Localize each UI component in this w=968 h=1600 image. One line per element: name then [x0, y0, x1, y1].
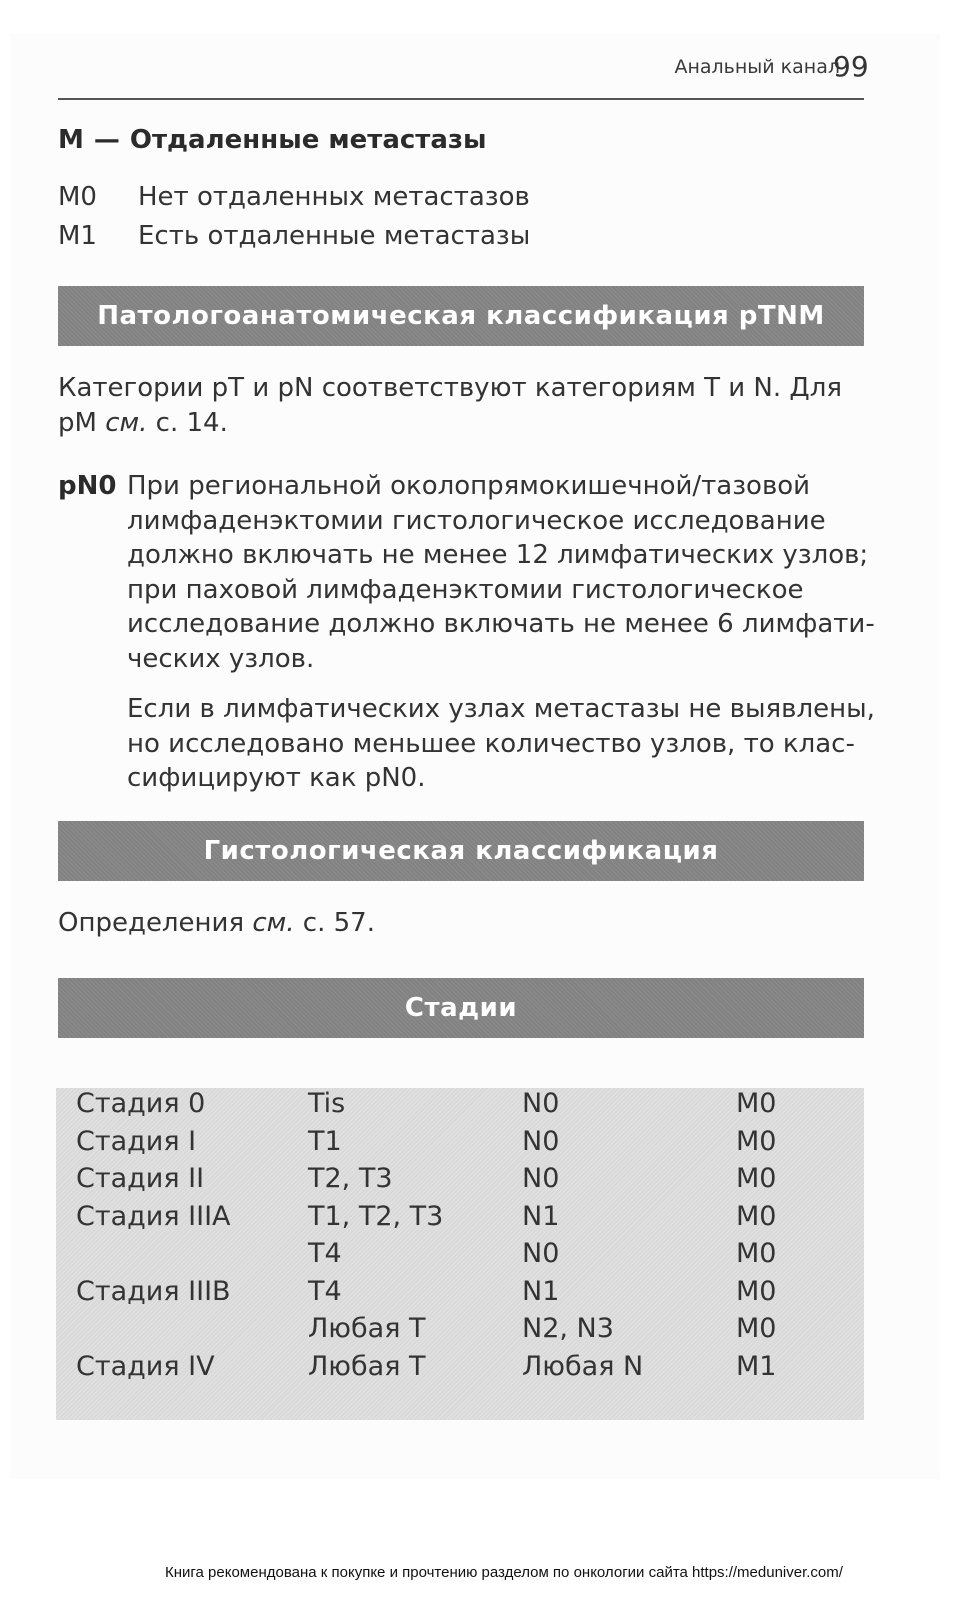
n-cell: N0 [522, 1163, 560, 1194]
stage-cell: Стадия 0 [76, 1088, 206, 1119]
n-cell: N1 [522, 1200, 560, 1232]
table-row [56, 1163, 864, 1201]
t-cell: T1, T2, T3 [308, 1200, 444, 1232]
m-cell: M0 [736, 1200, 777, 1232]
table-row [56, 1126, 864, 1164]
table-row [56, 1238, 864, 1276]
histology-text-pre: Определения [58, 908, 253, 938]
pn0-line: при паховой лимфаденэктомии гистологическое [127, 574, 804, 605]
m0-code: M0 [58, 182, 97, 212]
m-cell: M0 [736, 1275, 777, 1307]
stage-cell: Стадия IIIA [76, 1200, 231, 1232]
t-cell: Любая T [308, 1350, 426, 1382]
m0-row [58, 182, 530, 212]
stage-cell: Стадия I [76, 1125, 197, 1157]
page-number: 99 [833, 50, 869, 83]
table-row [56, 1313, 864, 1351]
ptnm-intro-italic: см. [105, 407, 148, 438]
m0-text: Нет отдаленных метастазов [138, 182, 530, 212]
stages-heading-bar [58, 978, 864, 1038]
m-dash: — [93, 125, 120, 155]
t-cell: T4 [308, 1275, 342, 1307]
histology-text-post: с. 57. [294, 908, 375, 938]
m-title: Отдаленные метастазы [129, 125, 487, 155]
pn0-note [127, 692, 875, 796]
m-cell: M0 [736, 1088, 777, 1119]
pn0-note-line: Если в лимфатических узлах метастазы не выявлены, [127, 694, 875, 724]
pn0-line: исследование должно включать не менее 6 лимфати- [127, 609, 875, 639]
m-cell: M0 [736, 1313, 777, 1344]
stages-table [56, 1088, 864, 1420]
stages-heading: Стадии [404, 993, 518, 1023]
pn0-note-line: но исследовано меньшее количество узлов, то клас- [127, 728, 855, 759]
m-cell: M0 [736, 1163, 777, 1194]
m-letter: M [58, 125, 84, 155]
running-title: Анальный канал [674, 56, 840, 78]
ptnm-intro-line-2 [58, 406, 864, 441]
table-row [56, 1276, 864, 1314]
table-row [56, 1351, 864, 1389]
t-cell: Tis [308, 1088, 346, 1119]
pn0-line: При региональной околопрямокишечной/тазовой [127, 471, 811, 501]
m-cell: M0 [736, 1238, 777, 1269]
histology-text [58, 906, 375, 941]
t-cell: T4 [308, 1238, 342, 1269]
m-section-heading [58, 125, 487, 155]
n-cell: N0 [522, 1088, 560, 1119]
n-cell: N1 [522, 1275, 560, 1307]
stage-cell: Стадия IIIB [76, 1275, 231, 1307]
pn0-line: должно включать не менее 12 лимфатических узлов; [127, 540, 869, 570]
pn0-note-line: сифицируют как pN0. [127, 763, 426, 793]
ptnm-intro-post: с. 14. [147, 407, 228, 438]
ptnm-intro [58, 371, 864, 440]
histology-text-italic: см. [252, 908, 295, 938]
histology-heading-bar [58, 821, 864, 881]
pn0-line: лимфаденэктомии гистологическое исследование [127, 505, 826, 536]
m1-row [58, 221, 530, 251]
footer-note: Книга рекомендована к покупке и прочтению разделом по онкологии сайта https://meduniver.com/ [165, 1564, 843, 1581]
t-cell: Любая T [308, 1313, 426, 1344]
pn0-line: ческих узлов. [127, 643, 315, 674]
m1-code: M1 [58, 221, 97, 251]
n-cell: N0 [522, 1238, 560, 1269]
ptnm-heading-bar [58, 286, 864, 346]
t-cell: T2, T3 [308, 1163, 393, 1194]
ptnm-intro-line-1: Категории pT и pN соответствуют категориям T и N. Для [58, 373, 842, 403]
stage-cell: Стадия II [76, 1163, 205, 1194]
n-cell: N0 [522, 1125, 560, 1157]
ptnm-intro-pre: pM [58, 407, 106, 438]
header-rule [58, 98, 864, 100]
m1-text: Есть отдаленные метастазы [138, 221, 531, 251]
ptnm-heading: Патологоанатомическая классификация pTNM [97, 301, 825, 331]
pn0-definition [127, 469, 875, 676]
stage-cell: Стадия IV [76, 1350, 215, 1382]
histology-heading: Гистологическая классификация [203, 836, 719, 866]
table-row [56, 1088, 864, 1126]
m-cell: M1 [736, 1350, 777, 1382]
n-cell: N2, N3 [522, 1313, 614, 1344]
t-cell: T1 [308, 1125, 342, 1157]
pn0-label: pN0 [58, 471, 117, 501]
n-cell: Любая N [522, 1350, 644, 1382]
m-cell: M0 [736, 1125, 777, 1157]
table-row [56, 1201, 864, 1239]
